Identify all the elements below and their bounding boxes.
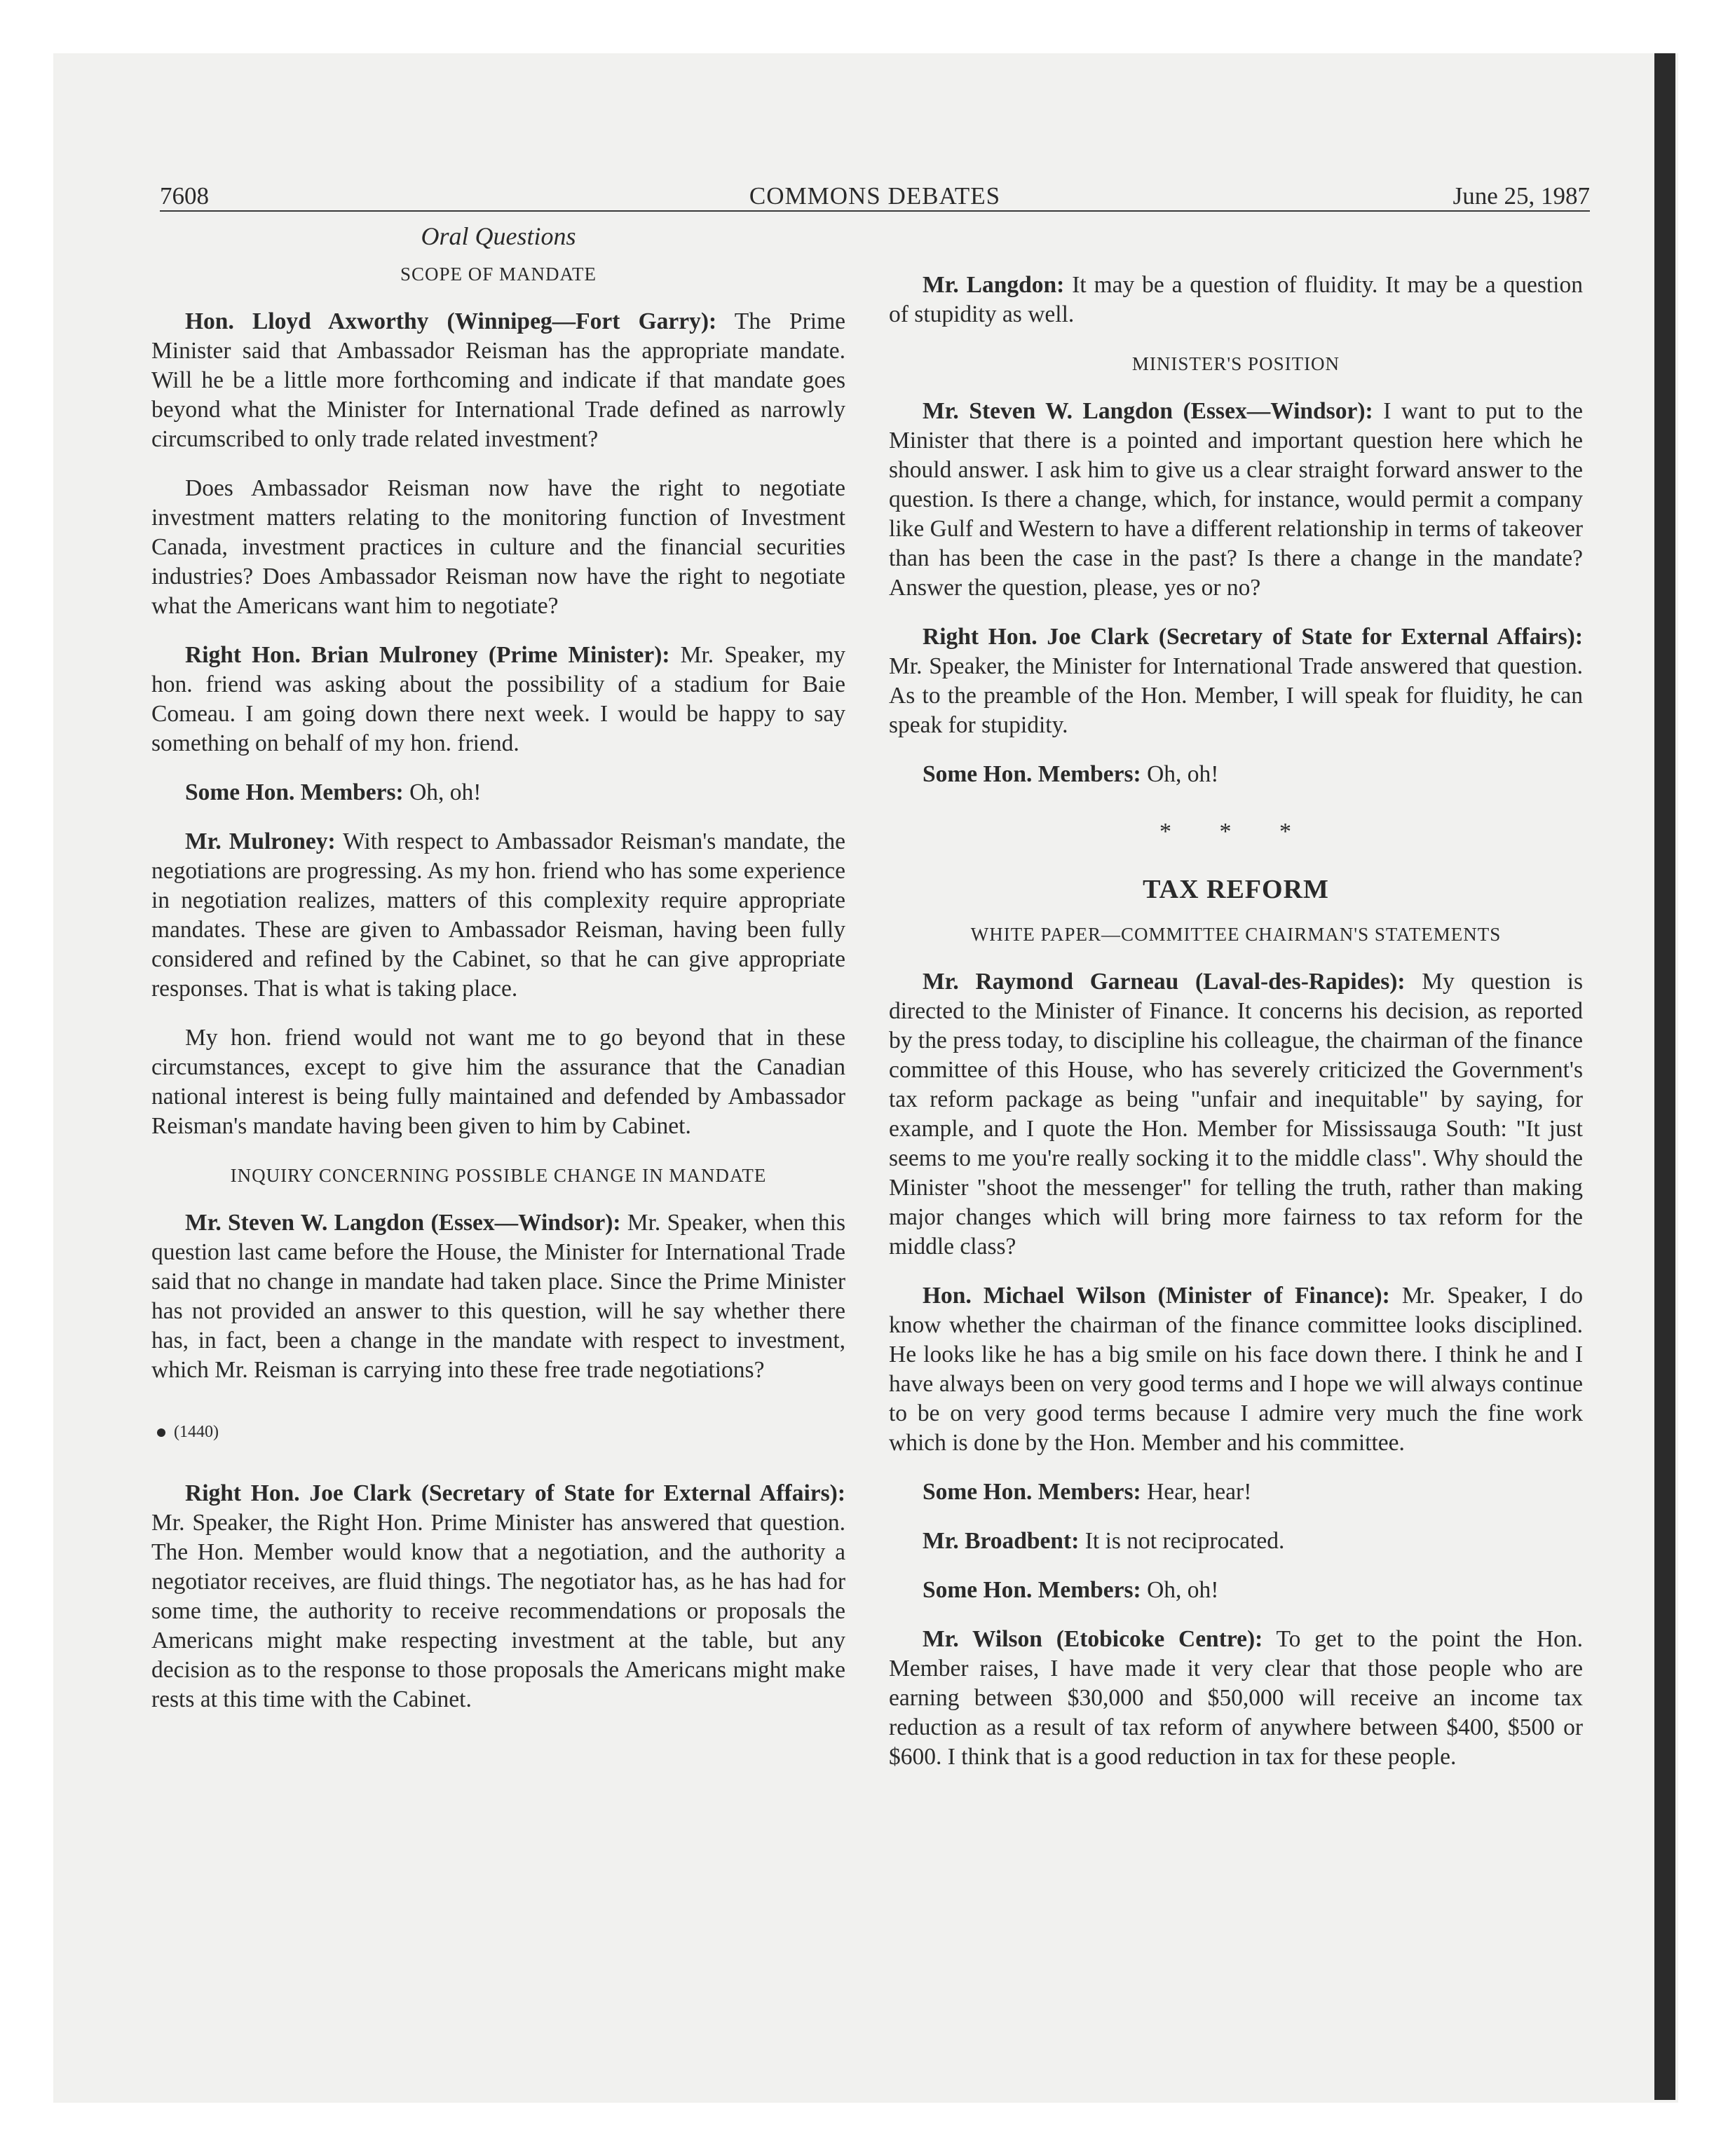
speaker: Mr. Mulroney:	[185, 828, 336, 854]
subheading: SCOPE OF MANDATE	[400, 264, 597, 285]
subheading: INQUIRY CONCERNING POSSIBLE CHANGE IN MANDATE	[230, 1165, 767, 1186]
paragraph	[889, 760, 1583, 789]
timestamp	[151, 1417, 845, 1447]
paragraph	[151, 827, 845, 1004]
speech: The Prime Minister said that Ambassador Reisman has the appropriate mandate. Will he be a little more forthcoming and indicate if that mandate goes beyond what the Minister for International Trade defined as narrowly circumscribed to only trade related investment?	[151, 308, 845, 452]
speech: Mr. Speaker, the Right Hon. Prime Minister has answered that question. The Hon. Member would know that a negotiation, and the authority a negotiator receives, are fluid things. The negotiator has, as he has had for some time, the authority to receive recommendations or proposals the Americans might make respecting investment at the table, but any decision as to the response to those proposals the Americans might make rests at this time with the Cabinet.	[151, 1510, 845, 1712]
paragraph	[889, 271, 1583, 329]
speaker: Mr. Wilson (Etobicoke Centre):	[923, 1626, 1263, 1652]
speaker: Mr. Langdon:	[923, 272, 1065, 298]
paragraph	[151, 641, 845, 758]
paragraph	[151, 1479, 845, 1714]
speaker: Some Hon. Members:	[923, 1577, 1141, 1603]
left-column	[151, 221, 845, 1734]
page-number: 7608	[160, 182, 209, 210]
speech: Mr. Speaker, the Minister for International Trade answered that question. As to the preamble of the Hon. Member, I will speak for fluidity, he can speak for stupidity.	[889, 653, 1583, 738]
speech: My question is directed to the Minister of Finance. It concerns his decision, as reported by the press today, to discipline his colleague, the chairman of the finance committee of this House, who has severely criticized the Government's tax reform package as being "unfair and inequitable" by saying, for example, and I quote the Hon. Member for Mississauga South: "It just seems to me you're really socking it to the middle class". Why should the Minister "shoot the messenger" for telling the truth, rather than making major changes which will bring more fairness to tax reform for the middle class?	[889, 969, 1583, 1260]
speech: With respect to Ambassador Reisman's mandate, the negotiations are progressing. As my hon. friend who has some experience in negotiation realizes, matters of this complexity require appropriate mandates. These are given to Ambassador Reisman, having been fully considered and refined by the Cabinet, so that he can give appropriate responses. That is what is taking place.	[151, 828, 845, 1002]
speaker: Mr. Steven W. Langdon (Essex—Windsor):	[185, 1210, 621, 1236]
speaker: Some Hon. Members:	[185, 779, 404, 805]
speaker: Mr. Broadbent:	[923, 1528, 1080, 1554]
timestamp-text: (1440)	[174, 1423, 219, 1441]
header-rule	[160, 210, 1590, 212]
speaker: Right Hon. Brian Mulroney (Prime Minister):	[185, 642, 670, 668]
paragraph	[151, 307, 845, 454]
right-column	[889, 221, 1583, 1792]
paragraph	[889, 1281, 1583, 1458]
speech: Hear, hear!	[1141, 1479, 1252, 1505]
paragraph	[151, 778, 845, 807]
publication-date: June 25, 1987	[1452, 182, 1590, 210]
paragraph: My hon. friend would not want me to go beyond that in these circumstances, except to give him the assurance that the Canadian national interest is being fully maintained and defended by Ambassador Reisman's mandate having been given to him by Cabinet.	[151, 1025, 845, 1139]
paragraph	[889, 1625, 1583, 1772]
paragraph	[889, 967, 1583, 1262]
page-header	[160, 179, 1590, 213]
section-divider: * * *	[1159, 819, 1312, 845]
speech: Mr. Speaker, when this question last came before the House, the Minister for International Trade said that no change in mandate had taken place. Since the Prime Minister has not provided an answer to this question, will he say whether there has, in fact, been a change in the mandate with respect to investment, which Mr. Reisman is carrying into these free trade negotiations?	[151, 1210, 845, 1383]
speaker: Right Hon. Joe Clark (Secretary of State for External Affairs):	[923, 624, 1583, 650]
speech: Oh, oh!	[403, 779, 482, 805]
paragraph	[889, 1527, 1583, 1556]
section-title: Oral Questions	[421, 222, 576, 250]
speech: I want to put to the Minister that there is a pointed and important question here which he should answer. I ask him to give us a clear straight forward answer to the question. Is there a change, which, for instance, would permit a company like Gulf and Western to have a different relationship in terms of takeover than has been the case in the past? Is there a change in the mandate? Answer the question, please, yes or no?	[889, 398, 1584, 601]
paragraph: Does Ambassador Reisman now have the right to negotiate investment matters relating to the monitoring function of Investment Canada, investment practices in culture and the financial securities industries? Does Ambassador Reisman now have the right to negotiate what the Americans want him to negotiate?	[151, 475, 845, 619]
publication-title: COMMONS DEBATES	[749, 182, 1001, 210]
paragraph	[889, 1576, 1583, 1605]
speech: Mr. Speaker, my hon. friend was asking about the possibility of a stadium for Baie Comeau. I am going down there next week. I would be happy to say something on behalf of my hon. friend.	[151, 642, 845, 756]
speaker: Some Hon. Members:	[923, 761, 1141, 787]
paragraph	[889, 397, 1583, 603]
bullet-icon	[157, 1428, 165, 1437]
scan-edge	[1654, 53, 1675, 2100]
speech: To get to the point the Hon. Member raises, I have made it very clear that those people who are earning between $30,000 and $50,000 will receive an income tax reduction as a result of tax reform of anywhere between $400, $500 or $600. I think that is a good reduction in tax for these people.	[889, 1626, 1583, 1770]
paragraph	[151, 1208, 845, 1385]
speech: It may be a question of fluidity. It may be a question of stupidity as well.	[889, 272, 1583, 327]
subheading: WHITE PAPER—COMMITTEE CHAIRMAN'S STATEMENTS	[970, 924, 1502, 945]
section-heading: TAX REFORM	[1143, 875, 1329, 904]
speech: Oh, oh!	[1141, 1577, 1219, 1603]
speech: Mr. Speaker, I do know whether the chairman of the finance committee looks disciplined. He looks like he has a big smile on his face down there. I think he and I have always been on very good terms and I hope we will always continue to be on very good terms because I admire very much the fine work which is done by the Hon. Member and his committee.	[889, 1283, 1583, 1456]
speaker: Mr. Raymond Garneau (Laval-des-Rapides):	[923, 969, 1406, 995]
paragraph	[889, 622, 1583, 740]
paragraph	[889, 1478, 1583, 1507]
speaker: Right Hon. Joe Clark (Secretary of State for External Affairs):	[185, 1480, 845, 1506]
speaker: Some Hon. Members:	[923, 1479, 1141, 1505]
speaker: Hon. Lloyd Axworthy (Winnipeg—Fort Garry):	[185, 308, 717, 334]
speaker: Hon. Michael Wilson (Minister of Finance):	[923, 1283, 1390, 1309]
speaker: Mr. Steven W. Langdon (Essex—Windsor):	[923, 398, 1373, 424]
speech: It is not reciprocated.	[1079, 1528, 1285, 1554]
speech: Oh, oh!	[1141, 761, 1219, 787]
subheading: MINISTER'S POSITION	[1131, 353, 1340, 374]
